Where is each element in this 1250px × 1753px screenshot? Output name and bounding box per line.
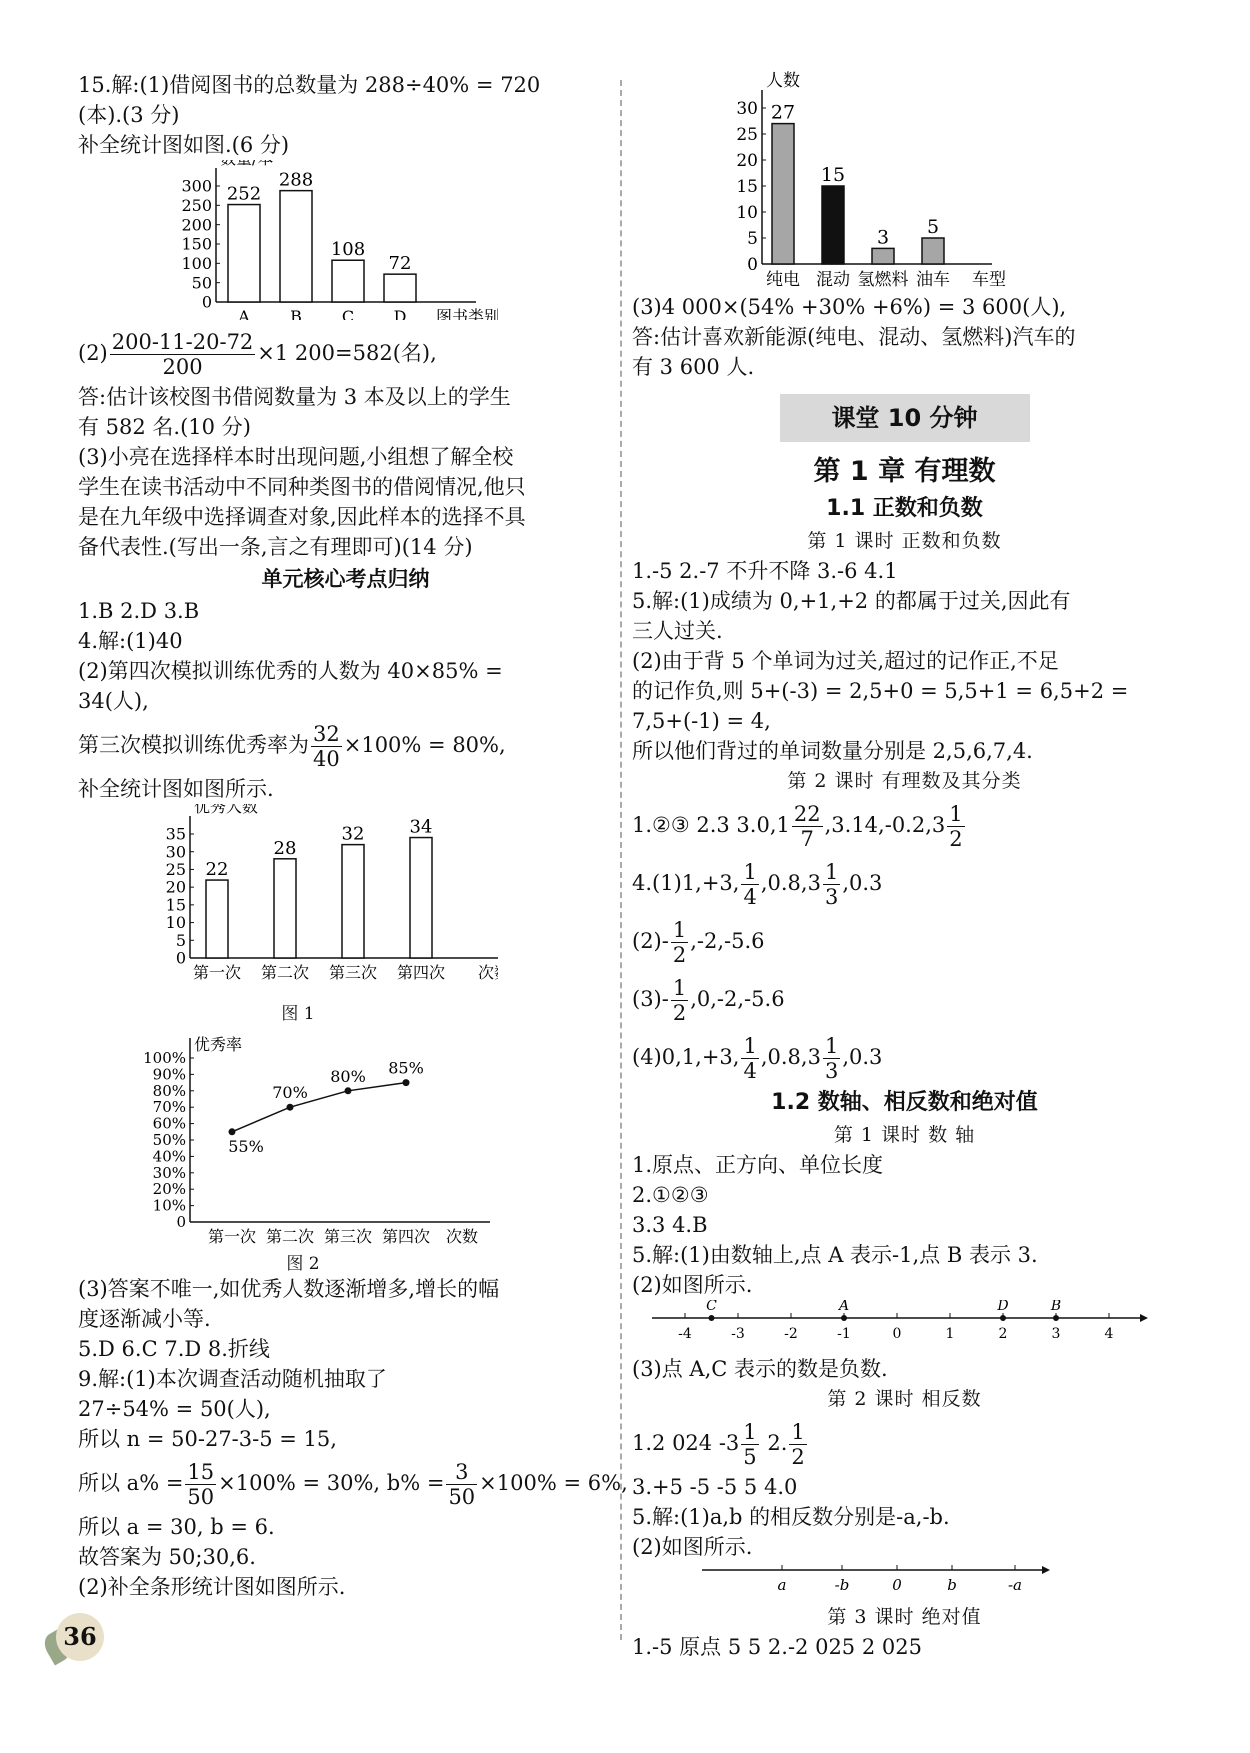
data-point (403, 1079, 410, 1086)
answer-line: 5.解:(1)a,b 的相反数分别是-a,-b. (632, 1505, 950, 1529)
axis-arrow (1140, 1314, 1148, 1322)
page-number: 36 (56, 1613, 104, 1661)
answer-line: (3)点 A,C 表示的数是负数. (632, 1357, 888, 1381)
y-tick-label: 30% (152, 1163, 186, 1182)
answer-line: 度逐渐减小等. (78, 1307, 211, 1331)
fraction: $\frac{22}{7}$ (793, 802, 821, 851)
tick-label: 0 (892, 1576, 902, 1594)
y-tick-label: 0 (176, 1213, 186, 1231)
number-line-2 (632, 1562, 1152, 1598)
fraction: $\frac{3}{50}$ (448, 1460, 476, 1509)
y-tick-label: 0 (747, 254, 758, 275)
y-tick-label: 25 (165, 860, 186, 880)
bar-第一次 (206, 880, 228, 958)
y-tick-label: 30 (165, 842, 186, 862)
bar-第二次 (274, 859, 296, 958)
answer-line: 的记作负,则 5+(-3) = 2,5+0 = 5,5+1 = 6,5+2 = (632, 679, 1129, 703)
fraction: $\frac{1}{5}$ (743, 1420, 757, 1469)
answer-line: 故答案为 50;30,6. (78, 1545, 256, 1569)
data-point (345, 1087, 352, 1094)
tick-label: -a (1007, 1576, 1023, 1594)
lesson-title: 第 1 课时 数 轴 (833, 1124, 976, 1146)
bar-value-label: 27 (770, 101, 796, 124)
y-tick-label: 250 (181, 195, 212, 215)
y-tick-label: 200 (181, 215, 212, 235)
x-tick-label: 第一次 (207, 1227, 257, 1246)
q15-line: 答:估计该校图书借阅数量为 3 本及以上的学生 (78, 385, 511, 409)
point-label: A (838, 1300, 850, 1314)
y-tick-label: 0 (201, 292, 212, 312)
answer-line: 1.2 024 -3 $\frac{1}{5}$ 2. $\frac{1}{2}$ (632, 1420, 805, 1469)
answer-line: 1.-5 原点 5 5 2.-2 025 2 025 (632, 1635, 922, 1659)
answer-line: 所以 a = 30, b = 6. (78, 1515, 275, 1539)
point-C (709, 1315, 715, 1321)
bar-B (280, 191, 312, 302)
y-tick-label: 80% (152, 1081, 186, 1100)
q15-line: (本).(3 分) (78, 103, 180, 127)
y-tick-label: 100 (181, 253, 212, 273)
y-tick-label: 90% (152, 1065, 186, 1084)
y-tick-label: 10% (152, 1196, 186, 1215)
answer-line: (2)- $\frac{1}{2}$ ,-2,-5.6 (632, 918, 765, 967)
answer-line: (2)如图所示. (632, 1273, 753, 1297)
y-tick-label: 15 (165, 895, 186, 915)
right-column (632, 70, 1177, 1662)
y-tick-label: 20 (165, 877, 186, 897)
left-column (78, 70, 628, 1602)
y-tick-label: 0 (175, 948, 186, 968)
bar-C (332, 260, 364, 302)
answer-line: 1.原点、正方向、单位长度 (632, 1153, 884, 1177)
x-tick-label: 第一次 (192, 963, 242, 982)
tick-label: -b (834, 1576, 850, 1594)
lesson-title: 第 2 课时 有理数及其分类 (787, 770, 1022, 792)
answer-line: (2)第四次模拟训练优秀的人数为 40×85% = (78, 659, 503, 683)
data-label: 85% (388, 1058, 424, 1078)
fraction: $\frac{1}{4}$ (743, 1034, 757, 1083)
lesson-title: 第 2 课时 相反数 (827, 1388, 982, 1410)
section-banner: 课堂 10 分钟 (780, 394, 1030, 442)
x-tick-label: 第四次 (381, 1227, 431, 1246)
bar-第三次 (342, 845, 364, 958)
x-tick-label: C (341, 307, 355, 320)
bar-value-label: 3 (876, 226, 890, 249)
y-axis-title (220, 160, 273, 168)
u4-formula: 第三次模拟训练优秀率为 $\frac{32}{40}$ ×100% = 80%, (78, 722, 506, 771)
q15-formula: (2) $\frac{200-11-20-72}{200}$ ×1 200=582(名), (78, 330, 437, 379)
y-tick-label: 5 (175, 930, 186, 950)
bar-氢燃料 (872, 248, 894, 264)
figure-caption: 图 2 (286, 1254, 320, 1274)
answer-line: 1.-5 2.-7 不升不降 3.-6 4.1 (632, 559, 898, 583)
column-divider (620, 80, 622, 1640)
q15-line: (3)小亮在选择样本时出现问题,小组想了解全校 (78, 445, 514, 469)
fraction: $\frac{15}{50}$ (187, 1460, 215, 1509)
chapter-title: 第 1 章 有理数 (813, 456, 996, 487)
answer-line: 27÷54% = 50(人), (78, 1397, 271, 1421)
bar-D (384, 274, 416, 302)
chart-excellent-count (78, 804, 498, 1000)
y-tick-label: 15 (736, 176, 758, 197)
q15-line: 学生在读书活动中不同种类图书的借阅情况,他只 (78, 475, 526, 499)
fraction: $\frac{1}{2}$ (949, 802, 963, 851)
answer-line: 4.(1)1,+3, $\frac{1}{4}$ ,0.8,3 $\frac{1}{3}$ ,0.3 (632, 860, 883, 909)
y-tick-label: 35 (165, 824, 186, 844)
bar-A (228, 205, 260, 302)
y-tick-label: 5 (747, 228, 758, 249)
fraction: $\frac{1}{2}$ (672, 918, 687, 967)
chart-car-type (732, 70, 1112, 288)
x-axis-title: 图书类别 (436, 307, 498, 320)
answer-line: 5.解:(1)由数轴上,点 A 表示-1,点 B 表示 3. (632, 1243, 1038, 1267)
answer-line: 三人过关. (632, 619, 723, 643)
tick-label: 2 (998, 1326, 1008, 1342)
bar-value-label: 288 (278, 169, 314, 191)
y-tick-label: 30 (736, 98, 758, 119)
answer-line: 3.3 4.B (632, 1213, 708, 1237)
x-tick-label: B (290, 307, 302, 320)
x-axis-title: 次 (478, 963, 495, 982)
bar-油车 (922, 238, 944, 264)
x-tick-label: 第三次 (328, 963, 378, 982)
x-tick-label: 混动 (816, 270, 850, 288)
answer-line: (3)4 000×(54% +30% +6%) = 3 600(人), (632, 295, 1067, 319)
tick-label: -1 (837, 1326, 851, 1342)
bar-value-label: 252 (226, 183, 262, 205)
fraction: $\frac{1}{4}$ (743, 860, 757, 909)
fraction: $\frac{200-11-20-72}{200}$ (111, 330, 254, 379)
x-tick-label: 油车 (916, 270, 950, 288)
point-B (1053, 1315, 1059, 1321)
point-label: C (706, 1300, 717, 1314)
bar-混动 (822, 186, 844, 264)
answer-line: 34(人), (78, 689, 149, 713)
q15-line: 是在九年级中选择调查对象,因此样本的选择不具 (78, 505, 526, 529)
unit-summary-title: 单元核心考点归纳 (261, 567, 430, 591)
point-D (1000, 1315, 1006, 1321)
q15-line: 备代表性.(写出一条,言之有理即可)(14 分) (78, 535, 473, 559)
answer-line: 补全统计图如图所示. (78, 777, 274, 801)
point-label: B (1050, 1300, 1062, 1314)
fraction: $\frac{1}{3}$ (824, 860, 839, 909)
tick-label: 3 (1051, 1326, 1061, 1342)
answer-line: 3.+5 -5 -5 5 4.0 (632, 1475, 798, 1499)
data-label: 70% (272, 1083, 308, 1103)
y-tick-label: 100% (143, 1049, 186, 1067)
tick-label: -4 (678, 1326, 692, 1342)
answer-line: 答:估计喜欢新能源(纯电、混动、氢燃料)汽车的 (632, 325, 1076, 349)
y-tick-label: 70% (152, 1098, 186, 1117)
bar-value-label: 108 (330, 239, 366, 261)
data-point (287, 1104, 294, 1111)
answer-line: 所以他们背过的单词数量分别是 2,5,6,7,4. (632, 739, 1033, 763)
tick-label: -2 (784, 1326, 798, 1342)
y-tick-label: 40% (152, 1147, 186, 1166)
lesson-title: 第 1 课时 正数和负数 (807, 530, 1002, 552)
number-line-1 (632, 1300, 1152, 1350)
bar-第四次 (410, 838, 432, 958)
fraction: $\frac{32}{40}$ (313, 722, 340, 771)
fraction: $\frac{1}{2}$ (791, 1420, 805, 1469)
answer-line: (3)答案不唯一,如优秀人数逐渐增多,增长的幅 (78, 1277, 500, 1301)
answer-line: 1.②③ 2.3 3.0,1 $\frac{22}{7}$ ,3.14,-0.2,3 $\frac{1}{2}$ (632, 802, 963, 851)
fraction: $\frac{1}{2}$ (672, 976, 687, 1025)
y-tick-label: 20 (736, 150, 758, 171)
x-axis-title: 次数 (446, 1227, 479, 1246)
answer-line: (2)如图所示. (632, 1535, 753, 1559)
y-axis-title: 人数 (766, 71, 800, 91)
y-tick-label: 50 (191, 273, 212, 293)
q15-line: 15.解:(1)借阅图书的总数量为 288÷40% = 720 (78, 73, 541, 97)
x-axis-title: 车型 (972, 270, 1006, 288)
y-tick-label: 60% (152, 1114, 186, 1133)
x-tick-label: 纯电 (766, 270, 800, 288)
y-tick-label: 50% (152, 1131, 186, 1149)
data-point (229, 1128, 236, 1135)
data-label: 80% (330, 1066, 366, 1086)
point-A (841, 1315, 847, 1321)
y-tick-label: 150 (181, 234, 212, 254)
bar-纯电 (772, 124, 794, 264)
bar-value-label: 5 (926, 216, 940, 238)
point-label: D (997, 1300, 1009, 1314)
answer-line: (3)- $\frac{1}{2}$ ,0,-2,-5.6 (632, 976, 785, 1025)
bar-value-label: 32 (341, 823, 365, 845)
chart-book-borrowing (78, 160, 498, 320)
bar-value-label: 22 (205, 859, 229, 881)
tick-label: 1 (945, 1326, 955, 1342)
x-tick-label: 第二次 (265, 1227, 315, 1246)
y-tick-label: 25 (736, 124, 758, 145)
bar-value-label: 34 (409, 816, 433, 838)
tick-label: b (947, 1576, 957, 1594)
tick-label: a (777, 1576, 787, 1594)
q15-line: 有 582 名.(10 分) (78, 415, 251, 439)
bar-value-label: 72 (388, 253, 412, 275)
answer-line: 所以 n = 50-27-3-5 = 15, (78, 1427, 337, 1451)
answer-line: 有 3 600 人. (632, 355, 755, 379)
answer-line: 9.解:(1)本次调查活动随机抽取了 (78, 1367, 387, 1391)
y-tick-label: 300 (181, 176, 212, 196)
x-tick-label: 第三次 (323, 1227, 373, 1246)
y-axis-title: 优秀率 (194, 1035, 243, 1054)
lesson-title: 第 3 课时 绝对值 (827, 1606, 982, 1628)
answer-line: (4)0,1,+3, $\frac{1}{4}$ ,0.8,3 $\frac{1}{3}$ ,0.3 (632, 1034, 883, 1083)
figure-caption: 图 1 (281, 1004, 315, 1024)
x-tick-label: 氢燃料 (857, 270, 909, 288)
y-tick-label: 20% (152, 1180, 186, 1199)
x-tick-label: 第二次 (260, 963, 310, 982)
q15-line: 补全统计图如图.(6 分) (78, 133, 290, 157)
answer-line: 2.①②③ (632, 1183, 709, 1207)
x-tick-label: 第四次 (396, 963, 446, 982)
answer-line: 4.解:(1)40 (78, 629, 183, 653)
tick-label: 4 (1104, 1326, 1114, 1342)
y-tick-label: 10 (165, 913, 186, 933)
tick-label: -3 (731, 1326, 745, 1342)
chart-excellent-rate (78, 1024, 508, 1250)
data-label: 55% (228, 1136, 264, 1156)
series-line (232, 1083, 406, 1132)
section-title: 1.1 正数和负数 (826, 496, 983, 521)
answer-line: (2)补全条形统计图如图所示. (78, 1575, 346, 1599)
fraction: $\frac{1}{3}$ (824, 1034, 839, 1083)
answer-line: 7,5+(-1) = 4, (632, 709, 771, 733)
section-title: 1.2 数轴、相反数和绝对值 (771, 1090, 1038, 1115)
x-tick-label: A (238, 307, 250, 320)
bar-value-label: 28 (273, 837, 297, 859)
answer-line: (2)由于背 5 个单词为过关,超过的记作正,不足 (632, 649, 1059, 673)
u9-formula: 所以 a% = $\frac{15}{50}$ ×100% = 30%, b% = $\frac{3}{50}$ ×100% = 6%, (78, 1460, 628, 1509)
axis-arrow (1042, 1566, 1050, 1574)
answer-line: 5.D 6.C 7.D 8.折线 (78, 1337, 270, 1361)
tick-label: 0 (892, 1326, 902, 1342)
answer-line: 1.B 2.D 3.B (78, 599, 200, 623)
bar-value-label: 15 (820, 164, 846, 186)
y-tick-label: 10 (736, 202, 758, 223)
answer-line: 5.解:(1)成绩为 0,+1,+2 的都属于过关,因此有 (632, 589, 1071, 613)
y-axis-title: 优秀人数 (194, 804, 259, 816)
x-tick-label: D (393, 307, 407, 320)
